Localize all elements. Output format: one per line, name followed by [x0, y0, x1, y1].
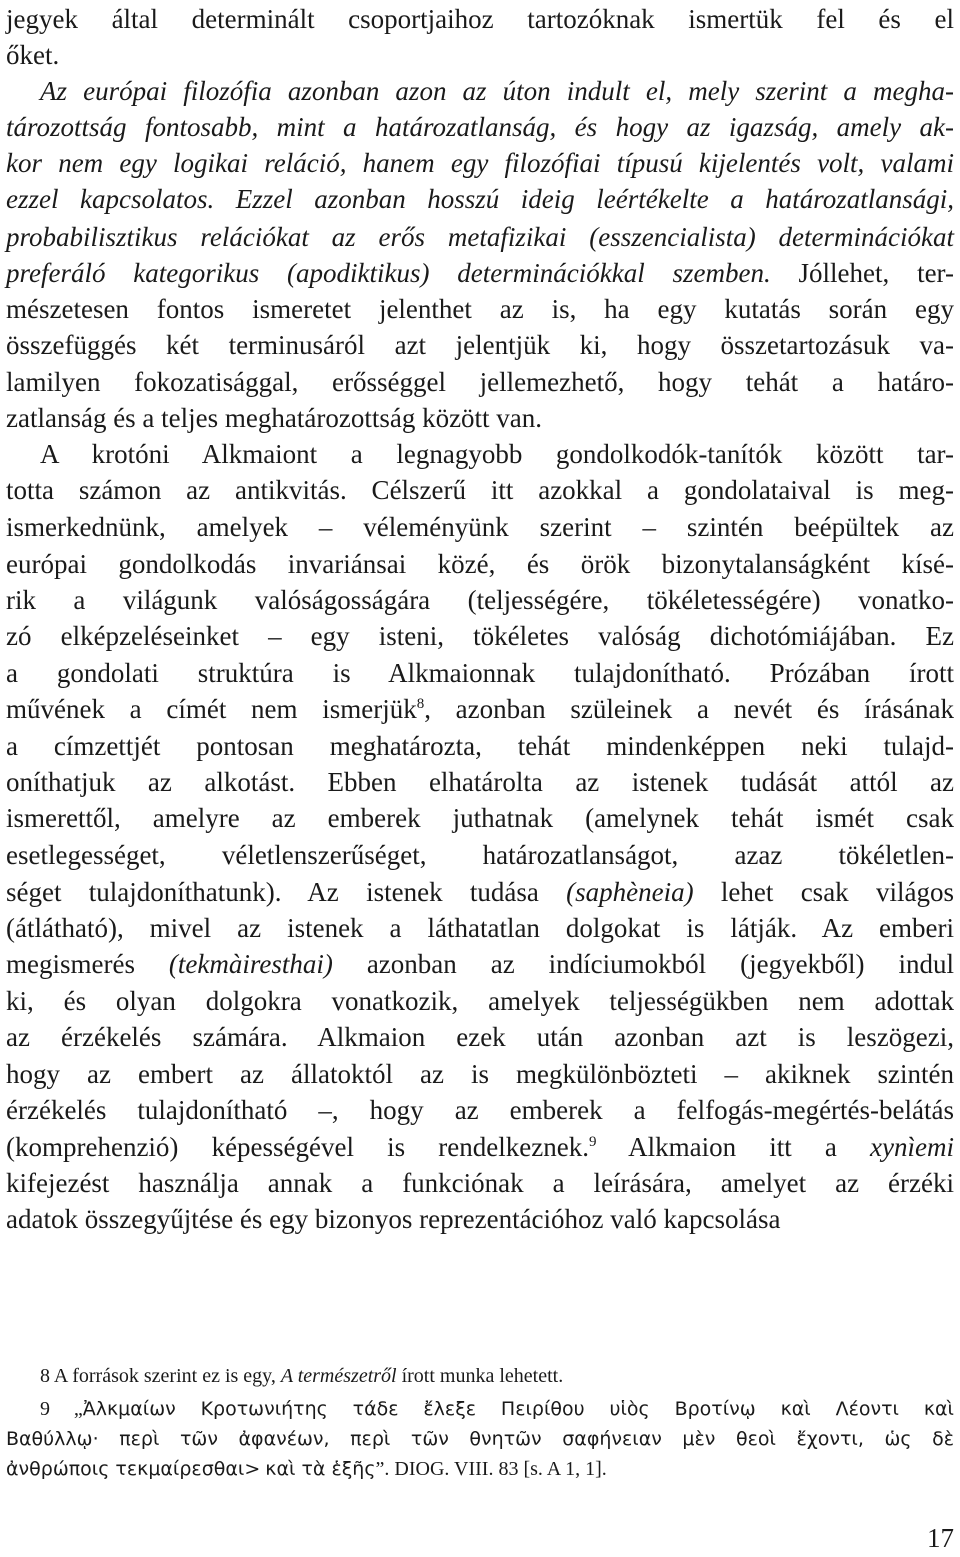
text-run: az érzékelés számára. Alkmaion ezek után azonban azt is leszögezi,: [6, 1022, 954, 1052]
text-run: oníthatjuk az alkotást. Ebben elhatárolta az istenek tudását attól az: [6, 767, 954, 797]
text-line: [6, 655, 954, 691]
italic-text: preferáló kategorikus (apodiktikus) determinációkkal szemben.: [6, 258, 771, 288]
text-line: [40, 436, 954, 472]
text-line: [6, 874, 954, 910]
text-line: [6, 291, 954, 327]
text-line: [6, 37, 954, 73]
text-run: lehet csak világos: [693, 877, 954, 907]
text-line: [6, 983, 954, 1019]
text-line: [6, 728, 954, 764]
text-line: [6, 364, 954, 400]
italic-text: kor nem egy logikai reláció, hanem egy filozófiai típusú kijelentés volt, valami: [6, 148, 954, 178]
text-run: jegyek által determinált csoportjaihoz tartozóknak ismertük fel és el: [6, 4, 954, 34]
text-line: [6, 1056, 954, 1092]
footnote-line: [40, 1361, 954, 1391]
text-line: [6, 181, 954, 217]
greek-text: καὶ τὰ ἑξῆς: [265, 1458, 376, 1480]
text-line: [6, 1, 954, 37]
text-run: ismerkednünk, amelyek – véleményünk szerint – szintén beépültek az: [6, 512, 954, 542]
text-line: [6, 509, 954, 545]
text-line: [6, 691, 954, 727]
text-run: kifejezést használja annak a funkciónak a leírására, amelyet az érzéki: [6, 1168, 954, 1198]
text-run: adatok összegyűjtése és egy bizonyos reprezentációhoz való kapcsolása: [6, 1204, 781, 1234]
text-run: ki, és olyan dolgokra vonatkozik, amelyek teljességükben nem adottak: [6, 986, 954, 1016]
text-run: zó elképzeléseinket – egy isteni, tökéletes valóság dichotómiájában. Ez: [6, 621, 954, 651]
greek-text: ἀνθρώποις τεκμαίρεσθαι>: [6, 1458, 261, 1480]
text-line: [6, 255, 954, 291]
text-line: [6, 582, 954, 618]
text-run: séget tulajdoníthatunk). Az istenek tudása: [6, 877, 567, 907]
text-line: [6, 1165, 954, 1201]
text-run: rik a világunk valóságosságára (teljességére, tökéletességére) vonatko-: [6, 585, 954, 615]
text-run: mészetesen fontos ismeretet jelenthet az is, ha egy kutatás során egy: [6, 294, 954, 324]
text-line: [6, 618, 954, 654]
greek-text: Βαθύλλῳ· περὶ τῶν ἀφανέων, περὶ τῶν θνητῶν σαφήνειαν μὲν θεοὶ ἔχοντι, ὡς δὲ: [6, 1428, 954, 1450]
footnote-line: [6, 1454, 954, 1484]
text-run: ismerettől, amelyre az emberek juthatnak (amelynek tehát ismét csak: [6, 803, 954, 833]
text-line: [6, 837, 954, 873]
text-line: [6, 546, 954, 582]
text-run: megismerés: [6, 949, 169, 979]
text-run: Alkmaion itt a: [596, 1132, 871, 1162]
text-run: érzékelés tulajdonítható –, hogy az emberek a felfogás-megértés-belátás: [6, 1095, 954, 1125]
text-run: Jóllehet, ter-: [770, 258, 954, 288]
italic-text: A természetről: [280, 1365, 397, 1387]
text-line: [6, 1201, 954, 1237]
footnote-ref: 9: [588, 1134, 597, 1150]
italic-text: (saphèneia): [566, 877, 694, 907]
text-run: hogy az embert az állatoktól az is megkülönbözteti – akiknek szintén: [6, 1059, 954, 1089]
text-run: a címzettjét pontosan meghatározta, tehát mindenképpen neki tulajd-: [6, 731, 954, 761]
italic-text: Az európai filozófia azonban azon az úton indult el, mely szerint a megha-: [40, 76, 954, 106]
text-line: [6, 764, 954, 800]
greek-text: Ἀλκμαίων Κροτωνιήτης τάδε ἔλεξε Πειρίθου υἱὸς Βροτίνῳ καὶ Λέοντι καὶ: [82, 1398, 954, 1420]
italic-text: (tekmàiresthai): [168, 949, 333, 979]
text-run: A krotóni Alkmaiont a legnagyobb gondolkodók-tanítók között tar-: [40, 439, 954, 469]
text-line: [6, 109, 954, 145]
text-run: azonban az indíciumokból (jegyekből) indul: [332, 949, 954, 979]
text-line: [6, 910, 954, 946]
text-run: összefüggés két terminusáról azt jelentjük ki, hogy összetartozásuk va-: [6, 330, 954, 360]
text-line: [6, 946, 954, 982]
footnote-ref: 8: [416, 696, 425, 712]
text-run: , azonban szüleinek a nevét és írásának: [424, 694, 954, 724]
text-run: esetlegességet, véletlenszerűséget, határozatlanságot, azaz tökéletlen-: [6, 840, 954, 870]
text-run: (átlátható), mivel az istenek a láthatatlan dolgokat is látják. Az emberi: [6, 913, 954, 943]
footnote-line: [6, 1424, 954, 1454]
italic-text: probabilisztikus relációkat az erős metafizikai (esszencialista) determinációkat: [6, 222, 954, 252]
text-run: totta számon az antikvitás. Célszerű itt azokkal a gondolataival is meg-: [6, 475, 954, 505]
text-line: [40, 73, 954, 109]
text-run: őket.: [6, 40, 60, 70]
italic-text: tározottság fontosabb, mint a határozatlanság, és hogy az igazság, amely ak-: [6, 112, 954, 142]
text-run: 8 A források szerint ez is egy,: [40, 1365, 281, 1387]
italic-text: xynìemi: [870, 1132, 954, 1162]
text-line: [6, 145, 954, 181]
text-run: ”. DIOG. VIII. 83 [s. A 1, 1].: [375, 1458, 607, 1480]
text-run: művének a címét nem ismerjük: [6, 694, 417, 724]
italic-text: ezzel kapcsolatos. Ezzel azonban hosszú ideig leértékelte a határozatlansági,: [6, 184, 954, 214]
text-line: [6, 327, 954, 363]
text-run: európai gondolkodás invariánsai közé, és örök bizonytalanságként kísé-: [6, 549, 954, 579]
text-line: [6, 1092, 954, 1128]
text-line: [6, 1019, 954, 1055]
text-run: lamilyen fokozatisággal, erősséggel jellemezhető, hogy tehát a határo-: [6, 367, 954, 397]
text-run: a gondolati struktúra is Alkmaionnak tulajdonítható. Prózában írott: [6, 658, 954, 688]
text-run: (komprehenzió) képességével is rendelkeznek.: [6, 1132, 589, 1162]
text-run: írott munka lehetett.: [396, 1365, 564, 1387]
page-number: 17: [927, 1523, 954, 1553]
text-line: [6, 400, 954, 436]
text-run: zatlanság és a teljes meghatározottság között van.: [6, 403, 543, 433]
text-line: [6, 219, 954, 255]
footnote-line: [40, 1394, 954, 1424]
text-line: [6, 800, 954, 836]
text-line: [6, 472, 954, 508]
text-run: 9 „: [40, 1398, 83, 1420]
text-line: [6, 1129, 954, 1165]
